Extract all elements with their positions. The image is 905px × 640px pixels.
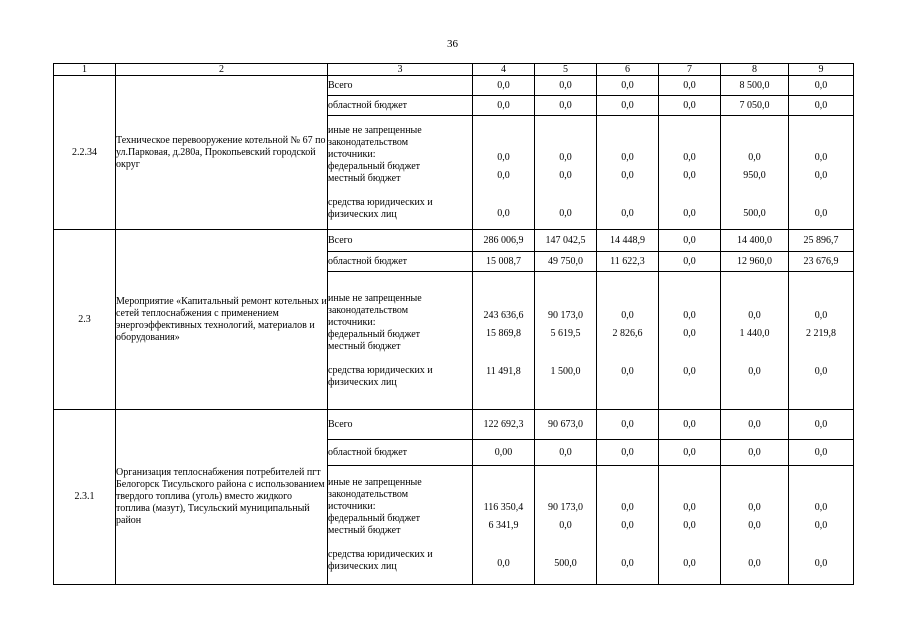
- label-local: местный бюджет: [328, 525, 401, 536]
- value-stack: [789, 116, 854, 230]
- value-cell: 0,0: [659, 252, 721, 272]
- spacer: [328, 537, 472, 549]
- value-cell: 0,0: [789, 410, 854, 440]
- spacer: [473, 532, 534, 558]
- value-cell: 0,0: [597, 410, 659, 440]
- label-total: Всего: [328, 76, 473, 96]
- header-cell: 5: [535, 64, 597, 76]
- value-federal: 243 636,6: [483, 310, 524, 321]
- value-stack: [721, 116, 789, 230]
- value-cell: 286 006,9: [473, 230, 535, 252]
- spacer: [789, 532, 853, 558]
- value-cell: 0,0: [659, 410, 721, 440]
- value-cell: 23 676,9: [789, 252, 854, 272]
- value-legal: 0,0: [497, 558, 510, 569]
- value-stack: [597, 116, 659, 230]
- value-cell: 0,0: [597, 76, 659, 96]
- value-federal: 0,0: [497, 152, 510, 163]
- value-cell: 0,0: [535, 440, 597, 466]
- value-cell: 0,0: [659, 76, 721, 96]
- value-federal: 90 173,0: [548, 310, 583, 321]
- value-local: 6 341,9: [488, 520, 519, 531]
- value-stack: [659, 272, 721, 410]
- value-cell: 7 050,0: [721, 96, 789, 116]
- value-local: 0,0: [621, 520, 634, 531]
- value-stack: [721, 466, 789, 585]
- spacer: [535, 340, 596, 366]
- value-cell: 0,0: [721, 410, 789, 440]
- section-total-row: [54, 410, 854, 440]
- value-federal: 0,0: [559, 152, 572, 163]
- spacer: [659, 182, 720, 208]
- spacer: [789, 340, 853, 366]
- value-local: 2 826,6: [612, 328, 643, 339]
- value-cell: 0,0: [721, 440, 789, 466]
- section-description: Организация теплоснабжения потребителей пгт Белогорск Тисульского района с использованием твердого топлива (уголь) вместо жидкого топлива (мазут), Тисульский муниципальный район: [116, 410, 328, 585]
- value-local: 1 440,0: [739, 328, 770, 339]
- value-local: 15 869,8: [486, 328, 521, 339]
- other-sources-line: источники:: [328, 148, 376, 160]
- value-stack: [597, 466, 659, 585]
- value-legal: 0,0: [497, 208, 510, 219]
- value-federal: 0,0: [748, 502, 761, 513]
- other-sources-line: законодательством: [328, 489, 409, 500]
- label-other-sources: [328, 116, 473, 230]
- value-cell: 0,0: [789, 440, 854, 466]
- spacer: [597, 182, 658, 208]
- value-local: 0,0: [814, 170, 828, 181]
- label-regional: областной бюджет: [328, 252, 473, 272]
- value-local: 0,0: [621, 170, 634, 181]
- value-federal: 90 173,0: [548, 502, 583, 513]
- value-cell: 0,0: [789, 96, 854, 116]
- value-cell: 122 692,3: [473, 410, 535, 440]
- header-cell: 4: [473, 64, 535, 76]
- header-cell: 9: [789, 64, 854, 76]
- value-legal: 0,0: [621, 558, 634, 569]
- value-cell: 0,0: [597, 440, 659, 466]
- value-cell: 0,0: [473, 96, 535, 116]
- value-legal: 0,0: [683, 208, 696, 219]
- section-code: 2.3: [54, 230, 116, 410]
- value-legal: 500,0: [743, 208, 766, 219]
- value-legal: 0,0: [814, 208, 828, 219]
- value-cell: 90 673,0: [535, 410, 597, 440]
- spacer: [597, 532, 658, 558]
- other-sources-line: законодательством: [328, 136, 409, 148]
- label-other-sources: [328, 466, 473, 585]
- value-federal: 0,0: [683, 310, 696, 321]
- value-cell: 8 500,0: [721, 76, 789, 96]
- section-code: 2.3.1: [54, 410, 116, 585]
- label-federal: федеральный бюджет: [328, 160, 421, 172]
- value-local: 0,0: [497, 170, 510, 181]
- spacer: [721, 182, 788, 208]
- section-description: Техническое перевооружение котельной № 67 по ул.Парковая, д.280а, Прокопьевский городской округ: [116, 76, 328, 230]
- value-federal: 0,0: [814, 152, 828, 163]
- label-legal: средства юридических и: [328, 549, 433, 560]
- value-legal: 0,0: [814, 366, 828, 377]
- spacer: [535, 182, 596, 208]
- value-cell: 12 960,0: [721, 252, 789, 272]
- section-total-row: [54, 230, 854, 252]
- other-sources-line: законодательством: [328, 304, 409, 316]
- spacer: [597, 340, 658, 366]
- label-total: Всего: [328, 230, 473, 252]
- label-regional: областной бюджет: [328, 440, 473, 466]
- value-stack: [789, 466, 854, 585]
- value-cell: 0,0: [473, 76, 535, 96]
- spacer: [659, 340, 720, 366]
- label-total: Всего: [328, 410, 473, 440]
- value-stack: [535, 466, 597, 585]
- value-cell: 14 448,9: [597, 230, 659, 252]
- label-regional: областной бюджет: [328, 96, 473, 116]
- value-legal: 0,0: [559, 208, 572, 219]
- label-local: местный бюджет: [328, 172, 401, 184]
- value-stack: [659, 466, 721, 585]
- value-cell: 0,0: [659, 230, 721, 252]
- value-legal: 0,0: [683, 366, 696, 377]
- value-cell: 0,0: [597, 96, 659, 116]
- value-cell: 49 750,0: [535, 252, 597, 272]
- value-stack: [535, 116, 597, 230]
- label-other-sources: [328, 272, 473, 410]
- spacer: [789, 182, 853, 208]
- spacer: [721, 532, 788, 558]
- value-cell: 0,00: [473, 440, 535, 466]
- header-cell: 6: [597, 64, 659, 76]
- value-legal: 0,0: [621, 366, 634, 377]
- header-cell: 8: [721, 64, 789, 76]
- other-sources-line: иные не запрещенные: [328, 477, 422, 488]
- value-federal: 116 350,4: [483, 502, 524, 513]
- value-legal: 1 500,0: [550, 366, 581, 377]
- other-sources-line: источники:: [328, 316, 376, 328]
- value-local: 0,0: [748, 520, 761, 531]
- value-stack: [721, 272, 789, 410]
- value-federal: 0,0: [621, 502, 634, 513]
- value-federal: 0,0: [814, 502, 828, 513]
- header-cell: 7: [659, 64, 721, 76]
- value-legal: 0,0: [748, 558, 761, 569]
- header-cell: 1: [54, 64, 116, 76]
- value-legal: 0,0: [748, 366, 761, 377]
- value-cell: 0,0: [659, 440, 721, 466]
- label-legal: физических лиц: [328, 561, 397, 572]
- value-local: 0,0: [683, 328, 696, 339]
- value-local: 0,0: [559, 170, 572, 181]
- value-federal: 0,0: [621, 310, 634, 321]
- spacer: [328, 353, 472, 365]
- value-stack: [473, 272, 535, 410]
- section-description: Мероприятие «Капитальный ремонт котельных и сетей теплоснабжения с применением энергоэффективных технологий, материалов и оборудования»: [116, 230, 328, 410]
- value-local: 2 219,8: [806, 328, 836, 339]
- value-cell: 0,0: [789, 76, 854, 96]
- value-legal: 11 491,8: [486, 366, 521, 377]
- value-federal: 0,0: [748, 310, 761, 321]
- value-cell: 15 008,7: [473, 252, 535, 272]
- value-cell: 25 896,7: [789, 230, 854, 252]
- value-stack: [597, 272, 659, 410]
- value-legal: 0,0: [814, 558, 828, 569]
- label-local: местный бюджет: [328, 340, 401, 352]
- header-row: [54, 64, 854, 76]
- spacer: [721, 340, 788, 366]
- other-sources-line: источники:: [328, 501, 376, 512]
- value-federal: 0,0: [748, 152, 761, 163]
- value-stack: [789, 272, 854, 410]
- label-legal: физических лиц: [328, 208, 397, 220]
- value-local: 0,0: [683, 170, 696, 181]
- value-cell: 147 042,5: [535, 230, 597, 252]
- value-federal: 0,0: [621, 152, 634, 163]
- value-cell: 14 400,0: [721, 230, 789, 252]
- value-local: 5 619,5: [550, 328, 581, 339]
- value-stack: [659, 116, 721, 230]
- other-sources-line: иные не запрещенные: [328, 292, 422, 304]
- header-cell: 3: [328, 64, 473, 76]
- header-cell: 2: [116, 64, 328, 76]
- value-stack: [535, 272, 597, 410]
- section-code: 2.2.34: [54, 76, 116, 230]
- value-local: 950,0: [743, 170, 766, 181]
- spacer: [473, 182, 534, 208]
- label-federal: федеральный бюджет: [328, 513, 421, 524]
- section-total-row: [54, 76, 854, 96]
- value-legal: 0,0: [621, 208, 634, 219]
- other-sources-line: иные не запрещенные: [328, 124, 422, 136]
- value-cell: 0,0: [659, 96, 721, 116]
- value-cell: 0,0: [535, 96, 597, 116]
- value-federal: 0,0: [814, 310, 828, 321]
- value-local: 0,0: [683, 520, 696, 531]
- label-legal: средства юридических и: [328, 364, 433, 376]
- value-cell: 11 622,3: [597, 252, 659, 272]
- budget-table: [53, 63, 854, 585]
- spacer: [328, 185, 472, 197]
- value-federal: 0,0: [683, 502, 696, 513]
- spacer: [473, 340, 534, 366]
- spacer: [535, 532, 596, 558]
- value-federal: 0,0: [683, 152, 696, 163]
- label-federal: федеральный бюджет: [328, 328, 421, 340]
- value-legal: 0,0: [683, 558, 696, 569]
- value-legal: 500,0: [554, 558, 577, 569]
- page-number: 36: [447, 38, 458, 50]
- value-cell: 0,0: [535, 76, 597, 96]
- label-legal: средства юридических и: [328, 196, 433, 208]
- value-local: 0,0: [559, 520, 572, 531]
- spacer: [659, 532, 720, 558]
- value-local: 0,0: [814, 520, 828, 531]
- value-stack: [473, 116, 535, 230]
- label-legal: физических лиц: [328, 376, 397, 388]
- value-stack: [473, 466, 535, 585]
